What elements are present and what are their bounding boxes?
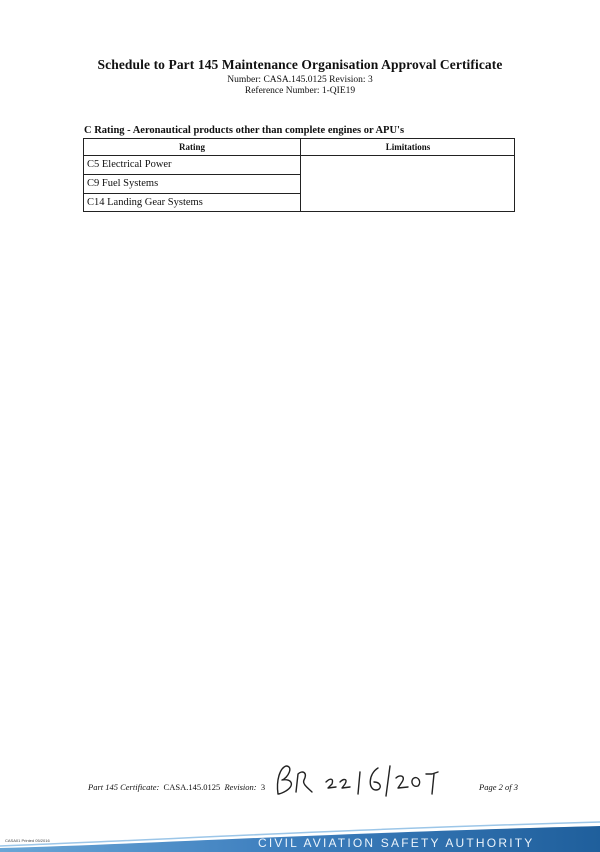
page-title: Schedule to Part 145 Maintenance Organisation Approval Certificate	[97, 57, 503, 72]
page-number: Page 2 of 3	[479, 782, 518, 792]
rating-column-header: Rating	[178, 142, 205, 152]
section-heading: C Rating - Aeronautical products other than complete engines or APU's	[84, 125, 405, 136]
authority-banner-text: CIVIL AVIATION SAFETY AUTHORITY	[258, 836, 535, 850]
certificate-number-line: Number: CASA.145.0125 Revision: 3	[227, 75, 373, 85]
limitations-column-header: Limitations	[385, 142, 431, 152]
reference-number-line: Reference Number: 1-QIE19	[244, 86, 356, 96]
table-row-rating: C5 Electrical Power	[87, 159, 172, 170]
footer-certificate-info	[88, 782, 265, 792]
handwritten-signature	[272, 760, 452, 800]
footer-certificate-label: Part 145 Certificate:	[88, 782, 160, 792]
footer-certificate-number: CASA.145.0125	[163, 782, 221, 792]
footer-revision-label: Revision:	[224, 782, 257, 792]
table-row-rating: C14 Landing Gear Systems	[87, 197, 203, 208]
ratings-table	[83, 138, 515, 212]
form-code: CASA01 Printed 05/2016	[5, 838, 50, 843]
footer-revision-number: 3	[260, 782, 266, 792]
table-row-rating: C9 Fuel Systems	[87, 178, 159, 189]
